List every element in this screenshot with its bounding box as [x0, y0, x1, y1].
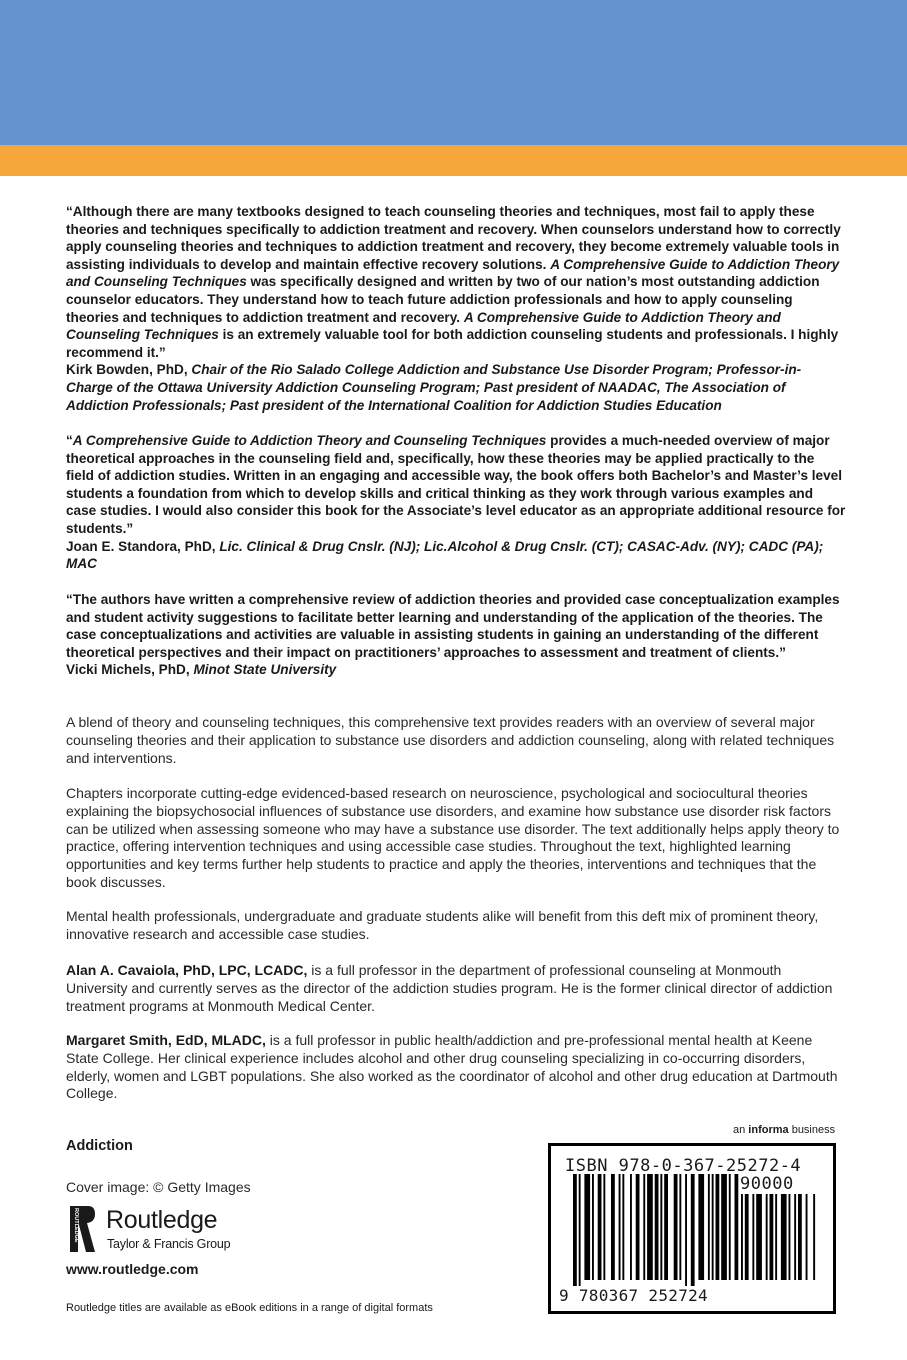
author-bio-1: Alan A. Cavaiola, PhD, LPC, LCADC, is a full professor in the department of professional counseling at Monmouth University and currently serves as the director of the addiction studies program. He is the former clinical director of addiction treatment programs at Monmouth Medical Center.	[66, 962, 833, 1014]
subject-category: Addiction	[66, 1138, 133, 1154]
quote-3-text: “The authors have written a comprehensive review of addiction theories and provided case conceptualization examples and student activity suggestions to facilitate better learning and understanding of the application of the theories. The case conceptualizations and activities are valuable in assisting students in gaining an understanding of the different theoretical perspectives and their impact on practitioners’ approaches to assessment and treatment of clients.”	[66, 592, 840, 660]
description-paragraph-3: Mental health professionals, undergraduate and graduate students alike will benefit from this deft mix of prominent theory, innovative research and accessible case studies.	[66, 908, 819, 942]
publisher-website: www.routledge.com	[66, 1261, 199, 1277]
ebook-note: Routledge titles are available as eBook editions in a range of digital formats	[66, 1302, 433, 1314]
description-paragraph-2: Chapters incorporate cutting-edge evidenced-based research on neuroscience, psychological and sociocultural theories explaining the biopsychosocial influences of substance use disorders, and examine how substance use disorder risk factors can be utilized when assessing someone who may have a substance use disorder. The text additionally helps apply theory to practice, offering intervention techniques and using accessible case studies. Throughout the text, highlighted learning opportunities and key terms further help students to practice and apply the theories, interventions and techniques that the book discusses.	[66, 785, 840, 890]
publisher-logo	[66, 1204, 266, 1256]
routledge-mark-icon	[66, 1204, 96, 1254]
author-bio-2: Margaret Smith, EdD, MLADC, is a full professor in public health/addiction and pre-professional mental health at Keene State College. Her clinical experience includes alcohol and other drug counseling specializing in co-occurring disorders, elderly, women and LGBT populations. She also worked as the coordinator of alcohol and other drug education at Dartmouth College.	[66, 1032, 838, 1102]
endorsement-quote-2	[66, 432, 846, 573]
author-2-name: Margaret Smith, EdD, MLADC,	[66, 1032, 266, 1048]
price-code: 90000	[740, 1174, 794, 1194]
isbn-barcode	[548, 1143, 836, 1314]
informa-business-label: an informa business	[733, 1124, 836, 1136]
top-color-band	[0, 0, 907, 145]
quote-1-attribution: Kirk Bowden, PhD, Chair of the Rio Salado College Addiction and Substance Use Disorder Program; Professor-in-Charge of the Ottawa University Addiction Counseling Program; Past president of NAADAC, The Association of Addiction Professionals; Past president of the International Coalition for Addiction Studies Education	[66, 362, 802, 413]
quote-3-attribution: Vicki Michels, PhD, Minot State University	[66, 662, 337, 678]
quote-2-attribution: Joan E. Standora, PhD, Lic. Clinical & Drug Cnslr. (NJ); Lic.Alcohol & Drug Cnslr. (CT); CASAC-Adv. (NY); CADC (PA); MAC	[66, 538, 824, 572]
quote-1-text: “Although there are many textbooks designed to teach counseling theories and techniques, most fail to apply these theories and techniques specifically to addiction treatment and recovery. When counselors understand how to correctly apply counseling theories and techniques to addiction treatment and recovery, they become extremely valuable tools in assisting individuals to develop and maintain effective recovery solutions. A Comprehensive Guide to Addiction Theory and Counseling Techniques was specifically designed and written by two of our nation’s most outstanding addiction counselor educators. They understand how to teach future addiction professionals and how to apply counseling theories and techniques to addiction treatment and recovery. A Comprehensive Guide to Addiction Theory and Counseling Techniques is an extremely valuable tool for both addiction counseling students and professionals. I highly recommend it.”	[66, 204, 841, 360]
isbn-number: ISBN 978-0-367-25272-4	[565, 1156, 802, 1176]
barcode-digits: 9 780367 252724	[559, 1286, 708, 1305]
publisher-name: Routledge	[106, 1206, 218, 1234]
accent-color-band	[0, 145, 907, 176]
svg-text:ROUTLEDGE: ROUTLEDGE	[73, 1208, 79, 1243]
endorsement-quote-3	[66, 591, 846, 679]
publisher-group: Taylor & Francis Group	[107, 1237, 231, 1251]
description-paragraph-1: A blend of theory and counseling techniques, this comprehensive text provides readers with an overview of several major counseling theories and their application to substance use disorders and addiction counseling, along with related techniques and interventions.	[66, 714, 835, 766]
quote-2-text: “A Comprehensive Guide to Addiction Theory and Counseling Techniques provides a much-needed overview of major theoretical approaches in the counseling field and, specifically, how these theories may be applied practically to the field of addiction studies. Written in an engaging and accessible way, the book offers both Bachelor’s and Master’s level students a foundation from which to develop skills and critical thinking as they work through various examples and case studies. I would also consider this book for the Associate’s level educator as an appropriate additional resource for students.”	[66, 433, 846, 536]
cover-image-credit: Cover image: © Getty Images	[66, 1179, 251, 1195]
endorsement-quote-1	[66, 203, 846, 414]
author-1-name: Alan A. Cavaiola, PhD, LPC, LCADC,	[66, 962, 308, 978]
